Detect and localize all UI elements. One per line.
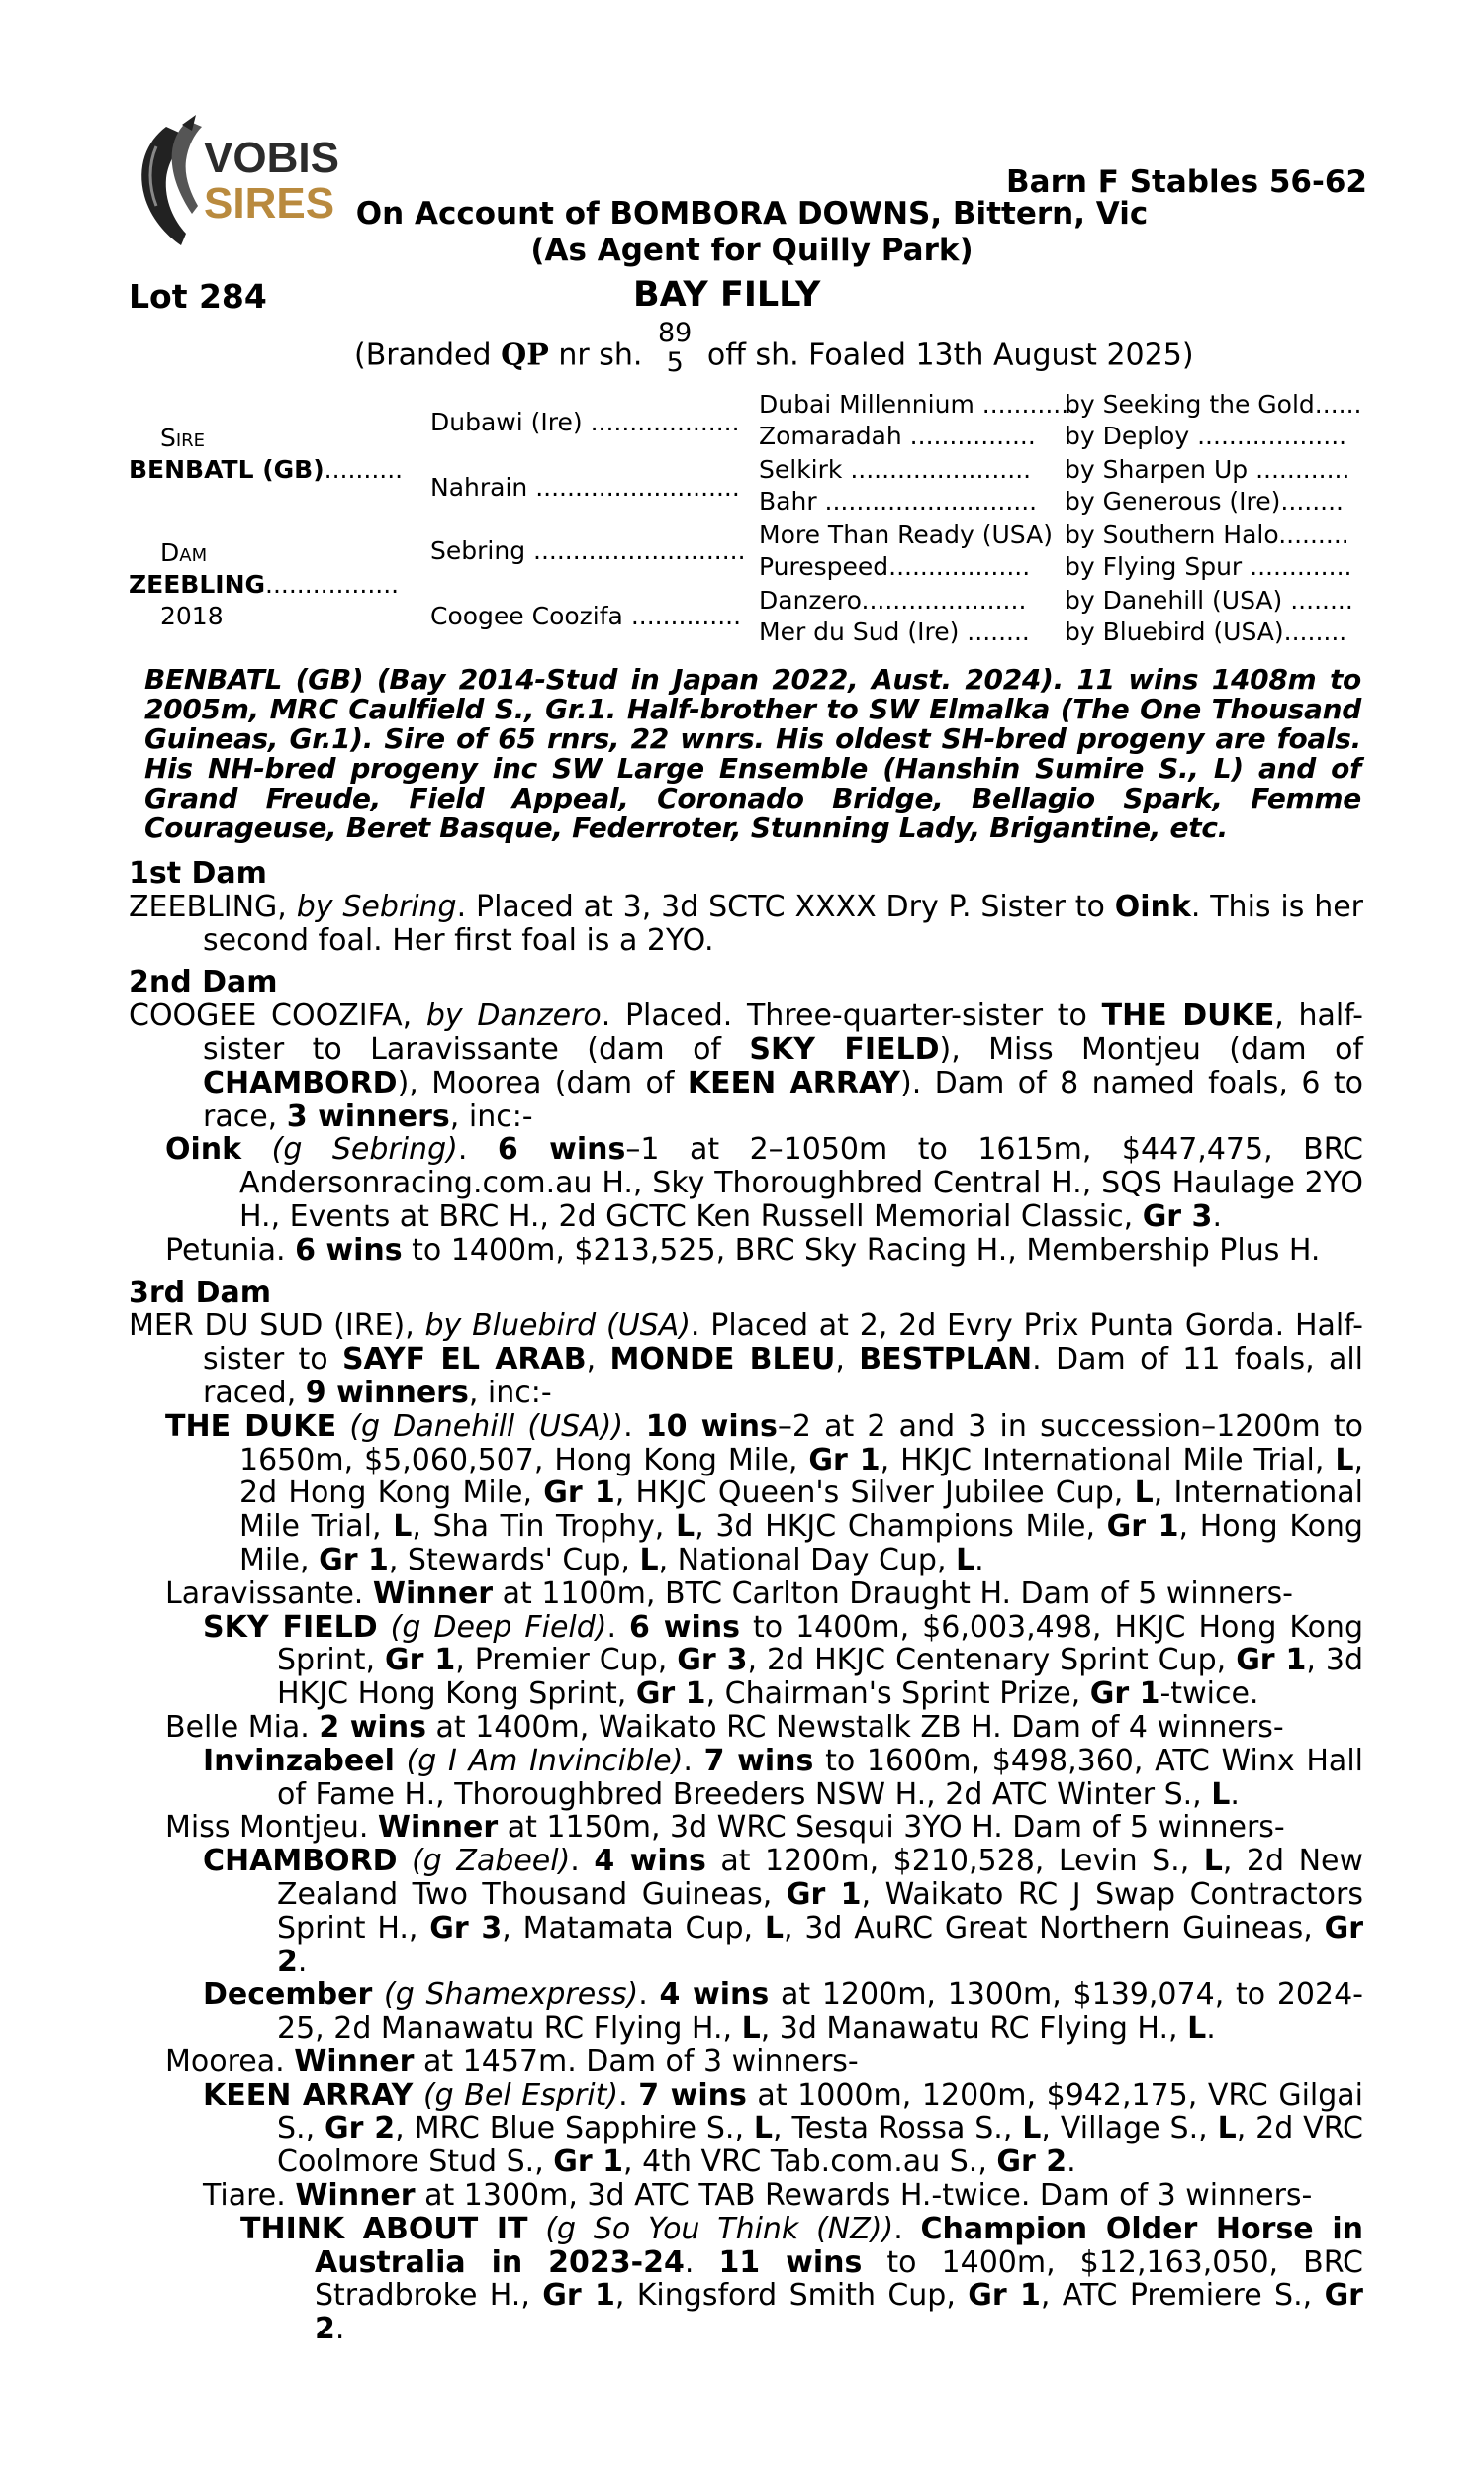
pedigree-g2-4: Coogee Coozifa .............. xyxy=(430,602,742,630)
pedigree-g2-1: Dubawi (Ire) ................... xyxy=(430,408,740,436)
brand-details: (Branded QP nr sh. 89 5 off sh. Foaled 13th August 2025) xyxy=(354,318,1194,378)
pedigree-g3-6: Purespeed.................. xyxy=(759,552,1031,581)
progeny-sky-field: SKY FIELD (g Deep Field). 6 wins to 1400m, $6,003,498, HKJC Hong Kong Sprint, Gr 1, Premier Cup, Gr 3, 2d HKJC Centenary Sprint Cup, Gr 1, 3d HKJC Hong Kong Sprint, Gr 1, Chairman's Sprint Prize, Gr 1-twice. xyxy=(203,1609,1364,1712)
first-dam-heading: 1st Dam xyxy=(129,856,267,891)
dam-year: 2018 xyxy=(160,602,224,630)
progeny-december: December (g Shamexpress). 4 wins at 1200m, 1300m, $139,074, to 2024-25, 2d Manawatu RC Flying H., L, 3d Manawatu RC Flying H., L. xyxy=(203,1977,1363,2046)
progeny-keen-array: KEEN ARRAY (g Bel Esprit). 7 wins at 1000m, 1200m, $942,175, VRC Gilgai S., Gr 2, MRC Blue Sapphire S., L, Testa Rossa S., L, Village S., L, 2d VRC Coolmore Stud S., Gr 1, 4th VRC Tab.com.au S., Gr 2. xyxy=(203,2077,1364,2180)
second-dam-heading: 2nd Dam xyxy=(129,965,278,1000)
third-dam-heading: 3rd Dam xyxy=(129,1275,271,1310)
progeny-belle-mia: Belle Mia. 2 wins at 1400m, Waikato RC Newstalk ZB H. Dam of 4 winners- xyxy=(165,1709,1284,1745)
logo-vobis: VOBIS xyxy=(204,134,339,182)
pedigree-g4-7: by Danehill (USA) ........ xyxy=(1065,586,1353,615)
second-dam-text: COOGEE COOZIFA, by Danzero. Placed. Three-quarter-sister to THE DUKE, half-sister to Laravissante (dam of SKY FIELD), Miss Montjeu (dam of CHAMBORD), Moorea (dam of KEEN ARRAY). Dam of 8 named foals, 6 to race, 3 winners, inc:- xyxy=(129,999,1363,1134)
progeny-think-about-it: THINK ABOUT IT (g So You Think (NZ)). Champion Older Horse in Australia in 2023-24. 11 wins to 1400m, $12,163,050, BRC Stradbroke H., Gr 1, Kingsford Smith Cup, Gr 1, ATC Premiere S., Gr 2. xyxy=(240,2211,1363,2347)
progeny-tiare: Tiare. Winner at 1300m, 3d ATC TAB Rewards H.-twice. Dam of 3 winners- xyxy=(203,2178,1313,2214)
pedigree-g3-1: Dubai Millennium ............ xyxy=(759,390,1077,419)
pedigree-g3-7: Danzero..................... xyxy=(759,586,1027,615)
lot-number: Lot 284 xyxy=(129,277,267,316)
catalogue-body xyxy=(129,857,1363,2346)
progeny-oink: Oink (g Sebring). 6 wins–1 at 2–1050m to 1615m, $447,475, BRC Andersonracing.com.au H., Sky Thoroughbred Central H., SQS Haulage 2YO H., Events at BRC H., 2d GCTC Ken Russell Memorial Classic, Gr 3. xyxy=(165,1132,1363,1234)
progeny-chambord: CHAMBORD (g Zabeel). 4 wins at 1200m, $210,528, Levin S., L, 2d New Zealand Two Thousand Guineas, Gr 1, Waikato RC J Swap Contractors Sprint H., Gr 3, Matamata Cup, L, 3d AuRC Great Northern Guineas, Gr 2. xyxy=(203,1844,1364,1979)
sire-summary: BENBATL (GB) (Bay 2014-Stud in Japan 2022, Aust. 2024). 11 wins 1408m to 2005m, MRC Caulfield S., Gr.1. Half-brother to SW Elmalka (The One Thousand Guineas, Gr.1). Sire of 65 rnrs, 22 wnrs. His oldest SH-bred progeny are foals. His NH-bred progeny inc SW Large Ensemble (Hanshin Sumire S., L) and of Grand Freude, Field Appeal, Coronado Bridge, Bellagio Spark, Femme Courageuse, Beret Basque, Federroter, Stunning Lady, Brigantine, etc. xyxy=(144,663,1361,844)
progeny-laravissante: Laravissante. Winner at 1100m, BTC Carlton Draught H. Dam of 5 winners- xyxy=(165,1575,1294,1611)
pedigree-g4-8: by Bluebird (USA)........ xyxy=(1065,618,1347,646)
pedigree-g2-2: Nahrain .......................... xyxy=(430,473,740,502)
vendor-line: On Account of BOMBORA DOWNS, Bittern, Vic xyxy=(355,196,1149,232)
horse-title: BAY FILLY xyxy=(633,275,821,315)
brand-number: 89 5 xyxy=(657,318,693,378)
pedigree-g4-5: by Southern Halo......... xyxy=(1065,521,1349,549)
pedigree-g3-8: Mer du Sud (Ire) ........ xyxy=(759,618,1030,646)
progeny-invinzabeel: Invinzabeel (g I Am Invincible). 7 wins to 1600m, $498,360, ATC Winx Hall of Fame H., Thoroughbred Breeders NSW H., 2d ATC Winter S., L. xyxy=(203,1743,1363,1812)
sire-name: BENBATL (GB).......... xyxy=(129,455,404,484)
logo-sires: SIRES xyxy=(204,179,335,228)
pedigree-g4-4: by Generous (Ire)........ xyxy=(1065,487,1344,516)
pedigree-g2-3: Sebring ........................... xyxy=(430,536,746,565)
brand-mark: QP xyxy=(501,337,549,373)
pedigree-g3-2: Zomaradah ................ xyxy=(759,422,1036,450)
progeny-miss-montjeu: Miss Montjeu. Winner at 1150m, 3d WRC Sesqui 3YO H. Dam of 5 winners- xyxy=(165,1810,1285,1846)
pedigree-g4-2: by Deploy ................... xyxy=(1065,422,1347,450)
progeny-petunia: Petunia. 6 wins to 1400m, $213,525, BRC Sky Racing H., Membership Plus H. xyxy=(165,1232,1321,1268)
pedigree-g4-6: by Flying Spur ............. xyxy=(1065,552,1352,581)
progeny-moorea: Moorea. Winner at 1457m. Dam of 3 winners- xyxy=(165,2044,859,2079)
first-dam-text: ZEEBLING, by Sebring. Placed at 3, 3d SCTC XXXX Dry P. Sister to Oink. This is her second foal. Her first foal is a 2YO. xyxy=(129,889,1364,958)
dam-label: Dam xyxy=(160,538,208,567)
pedigree-g3-5: More Than Ready (USA) xyxy=(759,521,1053,549)
pedigree-g4-3: by Sharpen Up ............ xyxy=(1065,455,1350,484)
agent-line: (As Agent for Quilly Park) xyxy=(530,233,974,268)
sire-label: Sire xyxy=(160,424,206,452)
third-dam-text: MER DU SUD (IRE), by Bluebird (USA). Placed at 2, 2d Evry Prix Punta Gorda. Half-sister to SAYF EL ARAB, MONDE BLEU, BESTPLAN. Dam of 11 foals, all raced, 9 winners, inc:- xyxy=(129,1308,1364,1410)
barn-location: Barn F Stables 56-62 xyxy=(1006,164,1367,200)
progeny-the-duke: THE DUKE (g Danehill (USA)). 10 wins–2 at 2 and 3 in succession–1200m to 1650m, $5,060,507, Hong Kong Mile, Gr 1, HKJC International Mile Trial, L, 2d Hong Kong Mile, Gr 1, HKJC Queen's Silver Jubilee Cup, L, International Mile Trial, L, Sha Tin Trophy, L, 3d HKJC Champions Mile, Gr 1, Hong Kong Mile, Gr 1, Stewards' Cup, L, National Day Cup, L. xyxy=(165,1408,1363,1577)
vendor-account xyxy=(0,196,1484,269)
pedigree-g4-1: by Seeking the Gold...... xyxy=(1065,390,1362,419)
pedigree-g3-4: Bahr ........................... xyxy=(759,487,1038,516)
pedigree-g3-3: Selkirk ....................... xyxy=(759,455,1032,484)
dam-name: ZEEBLING................. xyxy=(129,570,400,599)
